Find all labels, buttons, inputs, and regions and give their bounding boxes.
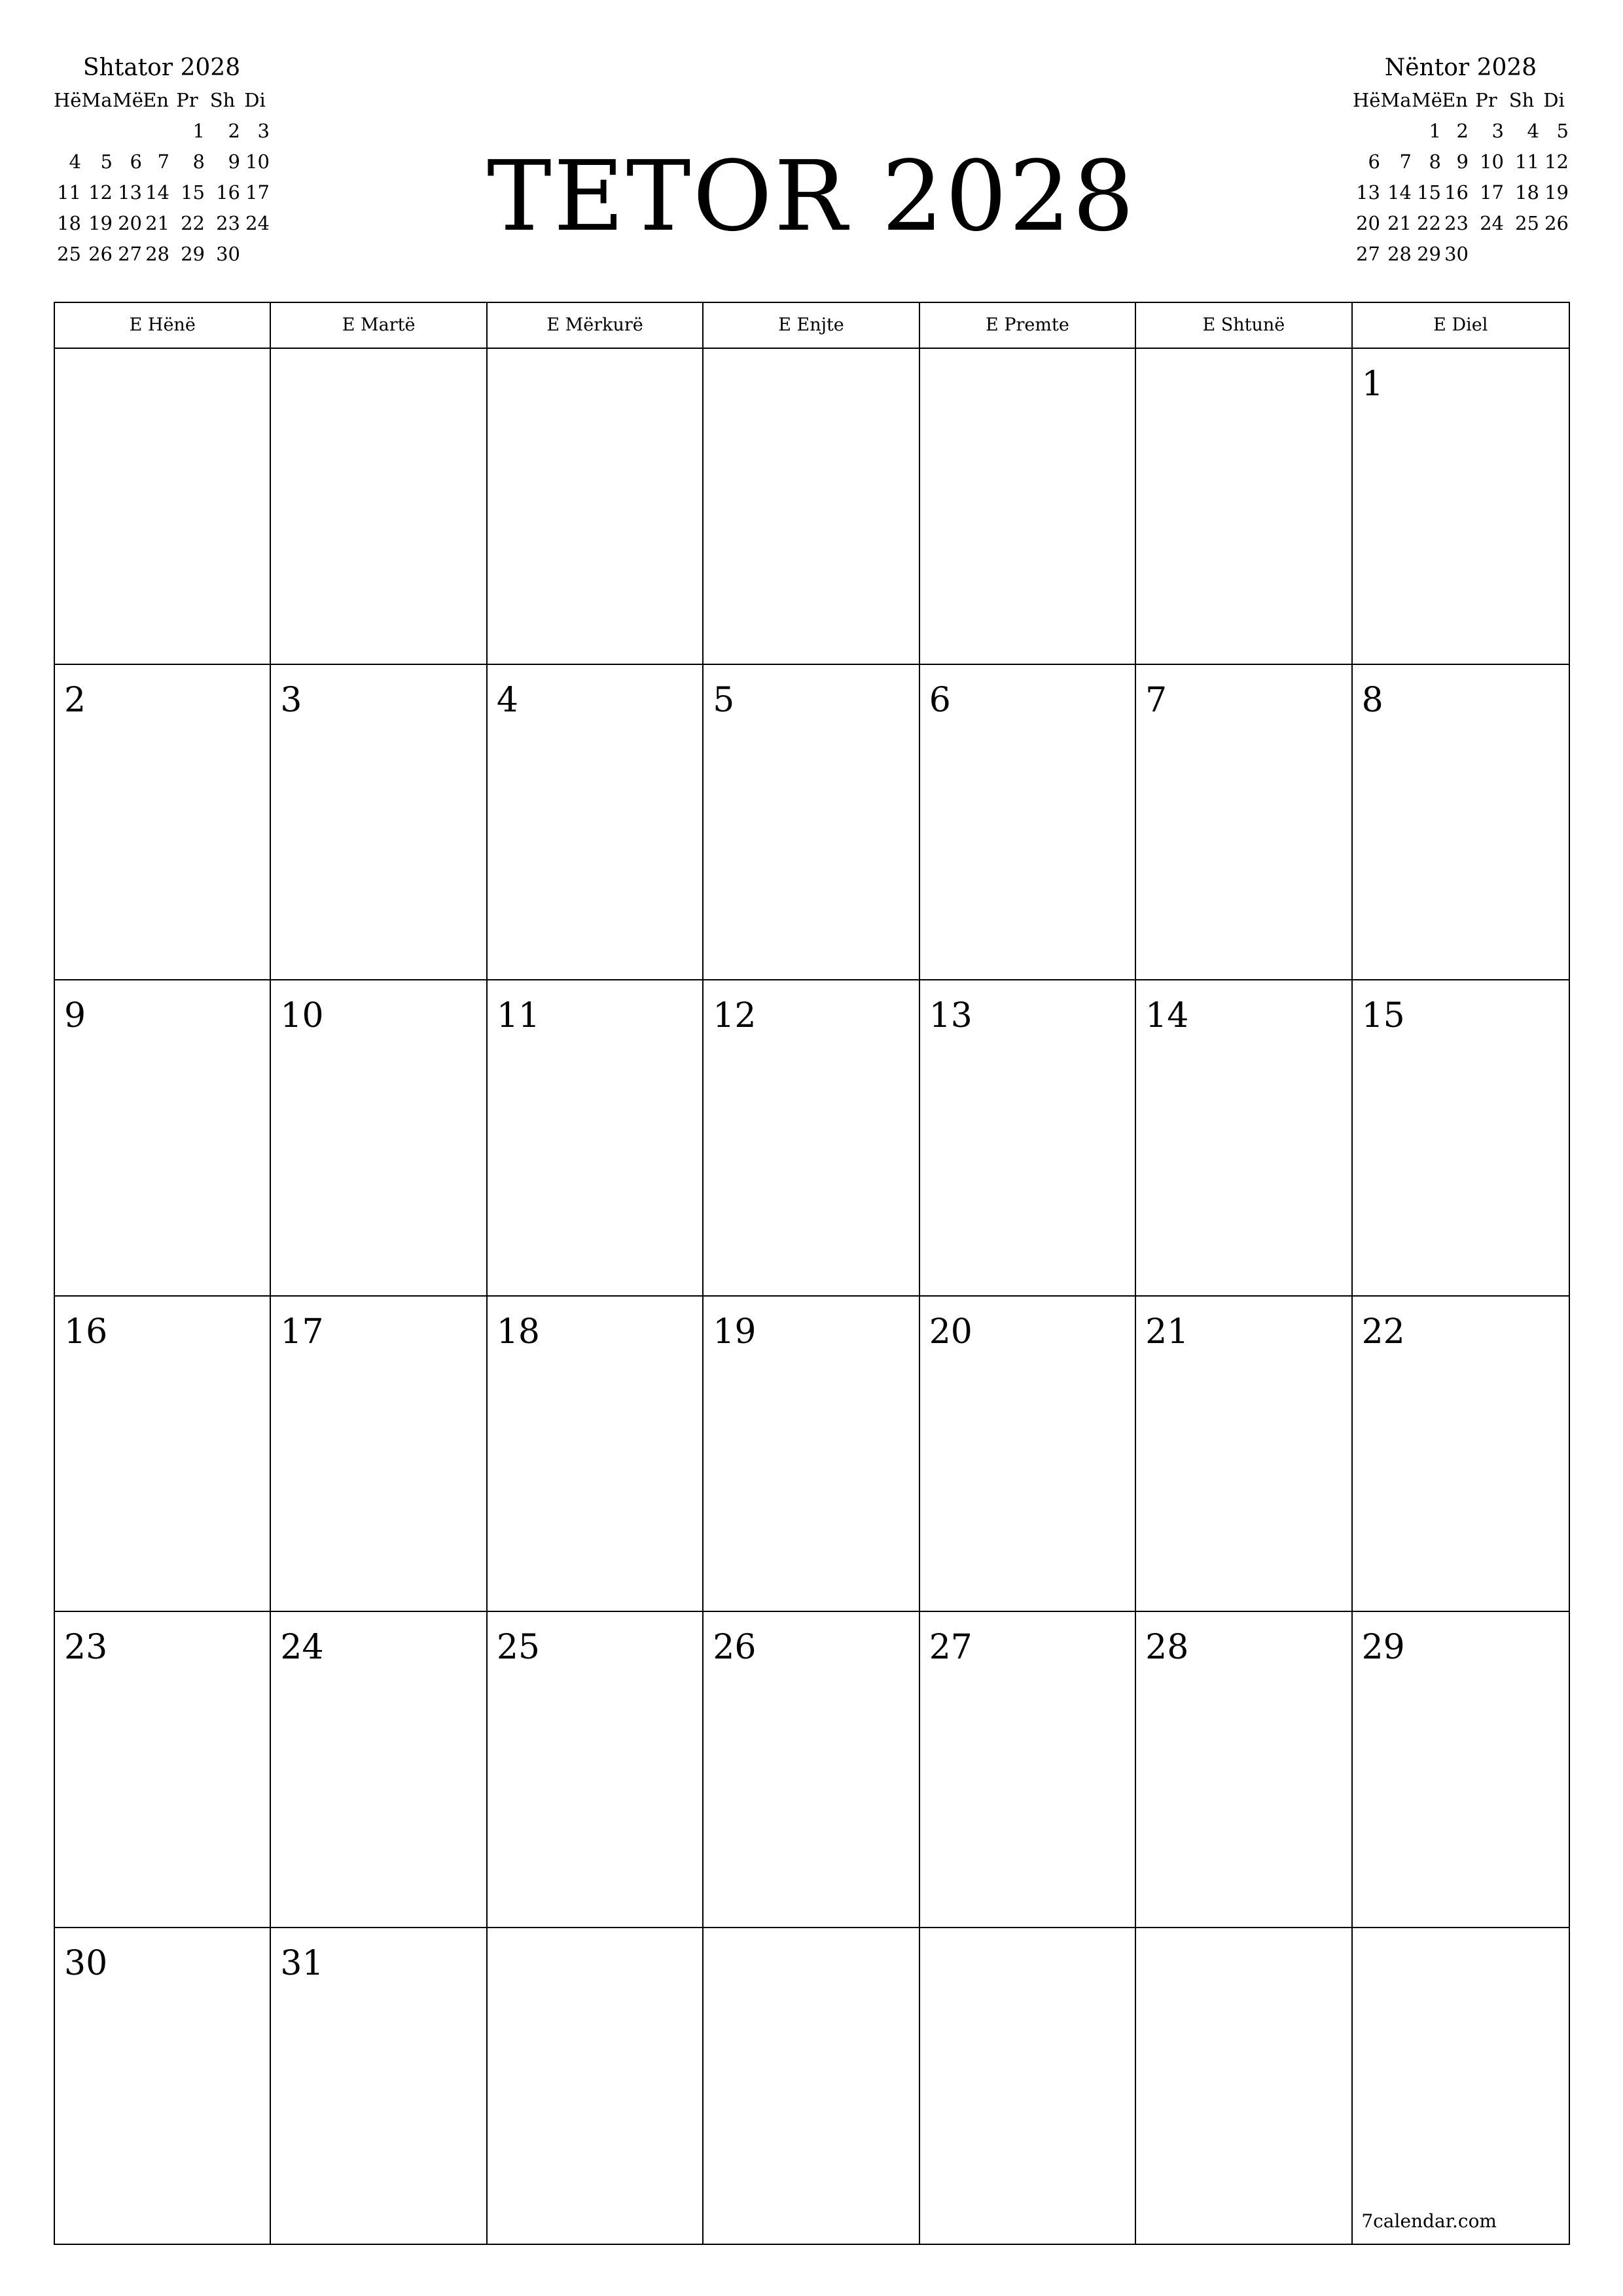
mini-day: 21 bbox=[1387, 212, 1412, 234]
mini-day: 13 bbox=[118, 181, 142, 204]
day-cell[interactable] bbox=[704, 1928, 919, 2244]
weekday-header: E Diel bbox=[1353, 303, 1569, 349]
mini-weekday-header: Ma bbox=[81, 89, 113, 111]
mini-day: 17 bbox=[1480, 181, 1504, 204]
day-cell[interactable] bbox=[1353, 1928, 1569, 2244]
day-number: 11 bbox=[496, 996, 541, 1035]
mini-day: 12 bbox=[88, 181, 113, 204]
mini-calendar-previous-month bbox=[54, 51, 270, 270]
day-cell[interactable] bbox=[704, 1297, 919, 1613]
mini-day: 3 bbox=[1491, 120, 1504, 142]
mini-day: 21 bbox=[145, 212, 169, 234]
day-cell[interactable] bbox=[1353, 980, 1569, 1297]
day-cell[interactable] bbox=[271, 1612, 487, 1928]
mini-day: 30 bbox=[216, 243, 240, 265]
mini-weekday-header: Pr bbox=[1475, 89, 1497, 111]
day-cell[interactable] bbox=[55, 1612, 271, 1928]
day-cell[interactable] bbox=[488, 980, 704, 1297]
day-number: 27 bbox=[929, 1628, 972, 1667]
mini-day: 18 bbox=[1515, 181, 1539, 204]
mini-day: 28 bbox=[145, 243, 169, 265]
weekday-header: E Hënë bbox=[55, 303, 271, 349]
day-number: 1 bbox=[1361, 365, 1383, 404]
weekday-header: E Martë bbox=[271, 303, 487, 349]
day-cell[interactable] bbox=[1353, 349, 1569, 665]
day-cell[interactable] bbox=[55, 349, 271, 665]
day-cell[interactable] bbox=[1136, 349, 1352, 665]
day-cell[interactable] bbox=[55, 980, 271, 1297]
mini-day: 11 bbox=[1515, 151, 1539, 173]
mini-day bbox=[54, 116, 81, 147]
day-number: 26 bbox=[713, 1628, 757, 1667]
page-title: TETOR 2028 bbox=[487, 140, 1136, 253]
day-cell[interactable] bbox=[271, 665, 487, 981]
day-number: 14 bbox=[1145, 996, 1189, 1035]
weekday-header: E Mërkurë bbox=[488, 303, 704, 349]
mini-day: 22 bbox=[1417, 212, 1441, 234]
mini-day: 24 bbox=[1480, 212, 1504, 234]
mini-weekday-header: Di bbox=[244, 89, 266, 111]
day-number: 8 bbox=[1361, 680, 1383, 720]
day-number: 7 bbox=[1145, 680, 1168, 720]
day-cell[interactable] bbox=[920, 980, 1136, 1297]
mini-day: 9 bbox=[1456, 151, 1469, 173]
mini-day: 26 bbox=[88, 243, 113, 265]
mini-day: 4 bbox=[69, 151, 81, 173]
mini-day: 30 bbox=[1444, 243, 1469, 265]
day-number: 24 bbox=[280, 1628, 324, 1667]
day-cell[interactable] bbox=[1136, 1928, 1352, 2244]
mini-weekday-header: Pr bbox=[176, 89, 198, 111]
day-cell[interactable] bbox=[271, 980, 487, 1297]
day-number: 3 bbox=[280, 680, 302, 720]
mini-day: 25 bbox=[57, 243, 81, 265]
mini-day: 28 bbox=[1387, 243, 1412, 265]
mini-day: 8 bbox=[1429, 151, 1441, 173]
mini-calendar-next-month bbox=[1353, 51, 1569, 270]
day-cell[interactable] bbox=[704, 980, 919, 1297]
mini-weekday-header: Ma bbox=[1380, 89, 1412, 111]
day-cell[interactable] bbox=[488, 1297, 704, 1613]
mini-day: 22 bbox=[181, 212, 205, 234]
day-number: 16 bbox=[64, 1312, 108, 1352]
mini-calendar-title: Shtator 2028 bbox=[82, 54, 241, 81]
mini-day: 9 bbox=[228, 151, 240, 173]
day-cell[interactable] bbox=[1136, 980, 1352, 1297]
mini-day: 29 bbox=[181, 243, 205, 265]
day-cell[interactable] bbox=[488, 665, 704, 981]
mini-day: 1 bbox=[192, 120, 205, 142]
mini-day: 25 bbox=[1515, 212, 1539, 234]
day-cell[interactable] bbox=[1353, 665, 1569, 981]
mini-calendar-grid bbox=[1353, 85, 1569, 270]
mini-day: 14 bbox=[145, 181, 169, 204]
day-cell[interactable] bbox=[920, 349, 1136, 665]
day-number: 21 bbox=[1145, 1312, 1189, 1352]
mini-day: 23 bbox=[1444, 212, 1469, 234]
mini-weekday-header: Hë bbox=[1353, 89, 1381, 111]
mini-day bbox=[1539, 239, 1569, 270]
day-number: 13 bbox=[929, 996, 972, 1035]
day-cell[interactable] bbox=[488, 349, 704, 665]
day-number: 28 bbox=[1145, 1628, 1189, 1667]
day-cell[interactable] bbox=[1353, 1297, 1569, 1613]
day-number: 31 bbox=[280, 1943, 324, 1983]
day-cell[interactable] bbox=[271, 349, 487, 665]
day-cell[interactable] bbox=[920, 1928, 1136, 2244]
mini-day: 27 bbox=[1356, 243, 1380, 265]
mini-day: 2 bbox=[228, 120, 240, 142]
mini-day: 4 bbox=[1527, 120, 1539, 142]
mini-day bbox=[1469, 239, 1504, 270]
mini-day: 7 bbox=[157, 151, 169, 173]
day-number: 15 bbox=[1361, 996, 1405, 1035]
day-cell[interactable] bbox=[55, 665, 271, 981]
mini-day: 26 bbox=[1544, 212, 1569, 234]
day-number: 25 bbox=[496, 1628, 541, 1667]
day-cell[interactable] bbox=[704, 665, 919, 981]
mini-day: 29 bbox=[1417, 243, 1441, 265]
mini-day: 10 bbox=[245, 151, 270, 173]
day-cell[interactable] bbox=[920, 1612, 1136, 1928]
mini-calendar-title: Nëntor 2028 bbox=[1384, 54, 1537, 81]
mini-day bbox=[81, 116, 113, 147]
mini-day: 6 bbox=[1368, 151, 1380, 173]
weekday-header: E Premte bbox=[920, 303, 1136, 349]
mini-day: 16 bbox=[1444, 181, 1469, 204]
mini-day bbox=[142, 116, 169, 147]
weekday-header: E Shtunë bbox=[1136, 303, 1352, 349]
mini-day: 12 bbox=[1544, 151, 1569, 173]
mini-day: 15 bbox=[1417, 181, 1441, 204]
day-number: 23 bbox=[64, 1628, 108, 1667]
day-cell[interactable] bbox=[271, 1297, 487, 1613]
day-cell[interactable] bbox=[1136, 1612, 1352, 1928]
day-number: 19 bbox=[713, 1312, 757, 1352]
mini-day: 6 bbox=[130, 151, 142, 173]
day-cell[interactable] bbox=[920, 1297, 1136, 1613]
mini-calendar-grid bbox=[54, 85, 270, 270]
mini-day: 19 bbox=[88, 212, 113, 234]
day-cell[interactable] bbox=[1136, 665, 1352, 981]
footer-credit: 7calendar.com bbox=[1361, 2210, 1497, 2232]
day-cell[interactable] bbox=[55, 1928, 271, 2244]
mini-day: 8 bbox=[192, 151, 205, 173]
mini-day: 5 bbox=[100, 151, 113, 173]
mini-weekday-header: Sh bbox=[209, 89, 236, 111]
mini-day: 18 bbox=[57, 212, 81, 234]
mini-day bbox=[1353, 116, 1380, 147]
day-cell[interactable] bbox=[704, 1612, 919, 1928]
day-number: 17 bbox=[280, 1312, 324, 1352]
mini-day: 13 bbox=[1356, 181, 1380, 204]
mini-weekday-header: Di bbox=[1543, 89, 1565, 111]
mini-day: 10 bbox=[1480, 151, 1504, 173]
day-number: 12 bbox=[713, 996, 757, 1035]
mini-weekday-header: En bbox=[143, 89, 169, 111]
day-cell[interactable] bbox=[920, 665, 1136, 981]
mini-weekday-header: En bbox=[1442, 89, 1468, 111]
mini-day: 23 bbox=[216, 212, 240, 234]
day-cell[interactable] bbox=[488, 1612, 704, 1928]
day-number: 10 bbox=[280, 996, 324, 1035]
mini-day: 1 bbox=[1429, 120, 1441, 142]
day-number: 29 bbox=[1361, 1628, 1405, 1667]
day-number: 9 bbox=[64, 996, 86, 1035]
mini-day: 15 bbox=[181, 181, 205, 204]
day-cell[interactable] bbox=[704, 349, 919, 665]
mini-weekday-header: Më bbox=[1412, 89, 1442, 111]
mini-day: 17 bbox=[245, 181, 270, 204]
day-number: 2 bbox=[64, 680, 86, 720]
day-number: 30 bbox=[64, 1943, 108, 1983]
day-number: 20 bbox=[929, 1312, 972, 1352]
day-number: 18 bbox=[496, 1312, 541, 1352]
mini-weekday-header: Sh bbox=[1508, 89, 1535, 111]
day-cell[interactable] bbox=[1136, 1297, 1352, 1613]
mini-day bbox=[240, 239, 270, 270]
day-cell[interactable] bbox=[271, 1928, 487, 2244]
mini-day: 27 bbox=[118, 243, 142, 265]
day-number: 6 bbox=[929, 680, 951, 720]
month-calendar-grid bbox=[54, 302, 1570, 2245]
mini-day: 2 bbox=[1456, 120, 1469, 142]
mini-day: 16 bbox=[216, 181, 240, 204]
mini-weekday-header: Më bbox=[113, 89, 143, 111]
mini-day: 19 bbox=[1544, 181, 1569, 204]
day-cell[interactable] bbox=[488, 1928, 704, 2244]
mini-day: 11 bbox=[57, 181, 81, 204]
mini-day bbox=[113, 116, 142, 147]
mini-day: 20 bbox=[1356, 212, 1380, 234]
mini-day: 24 bbox=[245, 212, 270, 234]
weekday-header: E Enjte bbox=[704, 303, 919, 349]
mini-day: 5 bbox=[1556, 120, 1569, 142]
day-cell[interactable] bbox=[55, 1297, 271, 1613]
mini-day: 3 bbox=[257, 120, 270, 142]
day-cell[interactable] bbox=[1353, 1612, 1569, 1928]
mini-day: 20 bbox=[118, 212, 142, 234]
mini-day bbox=[1504, 239, 1539, 270]
mini-day: 7 bbox=[1399, 151, 1412, 173]
mini-weekday-header: Hë bbox=[54, 89, 82, 111]
mini-day: 14 bbox=[1387, 181, 1412, 204]
day-number: 4 bbox=[496, 680, 518, 720]
day-number: 5 bbox=[713, 680, 735, 720]
day-number: 22 bbox=[1361, 1312, 1405, 1352]
mini-day bbox=[1380, 116, 1412, 147]
